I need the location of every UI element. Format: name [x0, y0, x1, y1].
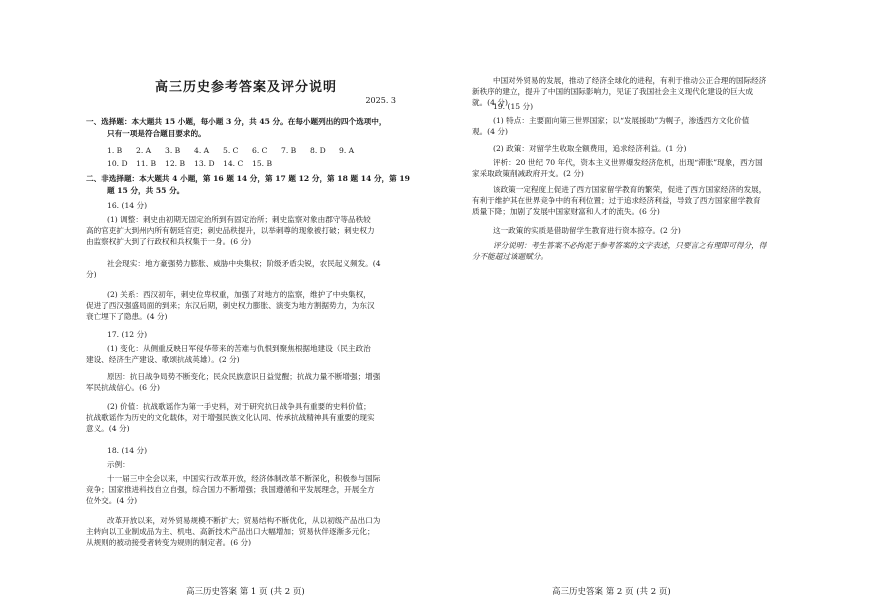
scoring-note: 评分说明：考生答案不必拘泥于参考答案的文字表述，只要言之有理即可得分，得 分不能超过该题赋分。	[472, 241, 767, 261]
answer-item: 9. A	[339, 146, 355, 155]
answer-item: 14. C	[223, 159, 244, 168]
q19-heading: 19. (15 分)	[493, 102, 534, 111]
answers-row-2	[107, 158, 281, 169]
q16-part1: (1) 调整：刺史由初期无固定治所到有固定治所；刺史监察对象由郡守等品秩较 高的官吏扩大到州内所有朝廷官吏；刺史品秩提升，以举刺尊的现象被打破；刺史权力 由监察权扩大到了行政权和兵权集于一身。(6 分)	[86, 215, 375, 246]
q19-part2: (2) 政策：对留学生收取全额费用，追求经济利益。(1 分)	[493, 144, 687, 153]
exam-date: 2025. 3	[365, 96, 396, 105]
q18-para2: 改革开放以来，对外贸易规模不断扩大；贸易结构不断优化，从以初级产品出口为 主转向以工业制成品为主、机电、高新技术产品出口大幅增加；贸易伙伴逐渐多元化； 从规则的被动接受者转变为规则的制定者。(6 分)	[86, 516, 381, 547]
answer-item: 1. B	[107, 146, 123, 155]
q19-impact: 该政策一定程度上促进了西方国家留学教育的繁荣，促进了西方国家经济的发展， 有利于维护其在世界竞争中的有利位置；过于追求经济利益，导致了西方国家留学教育 质量下降；加剧了发展中国家财富和人才的流失。(6 分)	[472, 185, 767, 216]
q17-part1: (1) 变化：从侧重反映日军侵华带来的苦难与仇恨到聚焦根据地建设（民主政治 建设、经济生产建设、歌颂抗战英雄）。(2 分)	[86, 344, 371, 364]
answer-item: 2. A	[136, 146, 152, 155]
answer-item: 3. B	[165, 146, 181, 155]
answer-item: 4. A	[194, 146, 210, 155]
answer-item: 11. B	[136, 159, 157, 168]
q18-para3: 中国对外贸易的发展，推动了经济全球化的进程，有利于推动公正合理的国际经济 新秩序的建立，提升了中国的国际影响力，见证了我国社会主义现代化建设的巨大成 就。(4 分)	[472, 76, 767, 107]
answer-item: 13. D	[194, 159, 215, 168]
q17-reasons: 原因：抗日战争局势不断变化；民众民族意识日益觉醒；抗战力量不断增强；增强 军民抗战信心。(6 分)	[86, 372, 381, 392]
answers-row-1	[107, 145, 368, 156]
section1-heading-line1: 一、选择题：本大题共 15 小题，每小题 3 分，共 45 分。在每小题列出的四个选项中，	[86, 117, 387, 126]
q19-part1: (1) 特点：主要面向第三世界国家；以“发展援助”为幌子，渗透西方文化价值 观。(4 分)	[472, 116, 750, 136]
q17-part2: (2) 价值：抗战歌谣作为第一手史料，对于研究抗日战争具有重要的史料价值； 抗战歌谣作为历史的文化载体，对于增强民族文化认同、传承抗战精神具有重要的现实 意义。(4 分)	[86, 402, 375, 433]
answer-item: 10. D	[107, 159, 128, 168]
answer-item: 6. C	[252, 146, 268, 155]
q19-essence: 这一政策的实质是借助留学生教育进行资本掠夺。(2 分)	[493, 226, 681, 235]
q18-heading: 18. (14 分)	[107, 446, 148, 455]
answer-item: 15. B	[252, 159, 273, 168]
q18-para1: 十一届三中全会以来，中国实行改革开放，经济体制改革不断深化，积极参与国际 竞争；国家推进科技自立自强，综合国力不断增强；我国遵循和平发展理念，开展全方 位外交。(4 分)	[86, 474, 381, 505]
q18-example-label: 示例：	[107, 460, 130, 469]
q16-heading: 16. (14 分)	[107, 201, 148, 210]
q19-evaluation: 评析：20 世纪 70 年代，资本主义世界爆发经济危机，出现“滞胀”现象，西方国 家采取政策削减政府开支。(2 分)	[472, 158, 763, 178]
section2-heading-line2: 题 15 分，共 55 分。	[107, 186, 185, 195]
q16-part2: (2) 关系：西汉初年，刺史位卑权重，加强了对地方的监察，维护了中央集权， 促进了西汉强盛局面的到来；东汉后期，刺史权力膨胀、演变为地方割据势力，为东汉 衰亡埋下了隐患。(4 分)	[86, 290, 375, 321]
section2-heading-line1: 二、非选择题：本大题共 4 小题，第 16 题 14 分，第 17 题 12 分，第 18 题 14 分，第 19	[86, 174, 410, 183]
q17-heading: 17. (12 分)	[107, 330, 148, 339]
page-footer-1: 高三历史答案 第 1 页 (共 2 页)	[186, 587, 305, 597]
answer-item: 7. B	[281, 146, 297, 155]
page-title: 高三历史参考答案及评分说明	[154, 80, 337, 95]
answer-item: 12. B	[165, 159, 186, 168]
section1-heading-line2: 只有一项是符合题目要求的。	[107, 129, 206, 138]
answer-item: 5. C	[223, 146, 239, 155]
q16-social-reality: 社会现实：地方豪强势力膨胀、威胁中央集权；阶级矛盾尖锐，农民起义频发。(4 分)	[86, 259, 381, 279]
answer-item: 8. D	[310, 146, 326, 155]
page-footer-2: 高三历史答案 第 2 页 (共 2 页)	[552, 587, 671, 597]
